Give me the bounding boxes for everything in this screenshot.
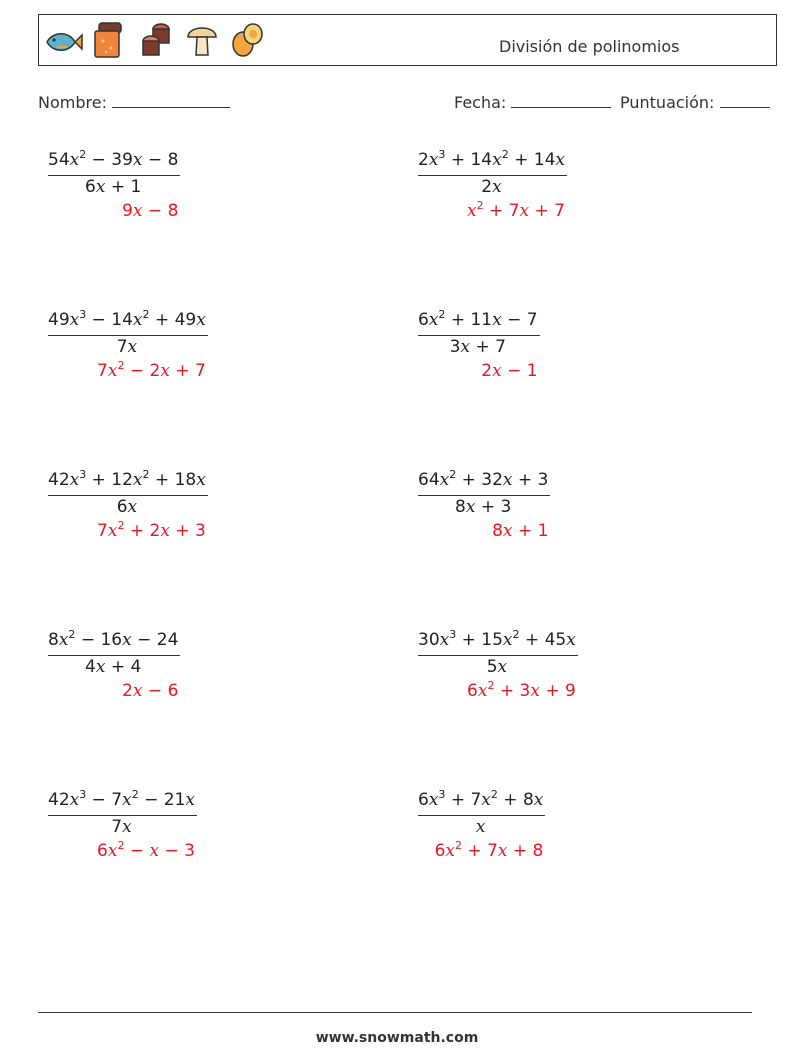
fraction-bar [48,495,208,496]
problem-answer: $x^2 + 7x + 7$ [467,199,565,221]
fraction-bar [418,495,550,496]
date-field [454,93,611,112]
problem-answer: $7x^2 - 2x + 7$ [97,359,206,381]
fraction-bar [418,655,578,656]
problem-numerator: $64x^2 + 32x + 3$ [418,468,549,490]
problem-numerator: $30x^3 + 15x^2 + 45x$ [418,628,576,650]
problem-numerator: $8x^2 - 16x - 24$ [48,628,179,650]
score-label: Puntuación: [620,93,715,112]
fraction-bar [48,655,180,656]
problem-answer: 8x + 1 [492,521,549,541]
worksheet-title: División de polinomios [499,37,680,56]
problem-denominator: x [475,817,486,837]
score-field [620,93,770,112]
fish-icon [43,27,83,57]
problem-denominator: 8x + 3 [455,497,512,517]
date-label: Fecha: [454,93,507,112]
egg-icon [229,21,265,59]
footer-divider [38,1012,752,1013]
problem-denominator: 4x + 4 [85,657,142,677]
problem-denominator: 7x [111,817,132,837]
problem-numerator: $2x^3 + 14x^2 + 14x$ [418,148,565,170]
problem-numerator: $49x^3 - 14x^2 + 49x$ [48,308,206,330]
problem-denominator: 6x + 1 [85,177,142,197]
date-blank[interactable] [511,93,611,108]
mushroom-icon [185,21,219,59]
problem-numerator: $42x^3 - 7x^2 - 21x$ [48,788,195,810]
problem-denominator: 3x + 7 [449,337,506,357]
score-blank[interactable] [720,93,770,108]
problem-numerator: $6x^2 + 11x - 7$ [418,308,538,330]
sausage-roll-icon [139,21,173,59]
footer-url: www.snowmath.com [315,1030,479,1046]
problem-answer: $6x^2 - x - 3$ [97,839,195,861]
fraction-bar [48,815,197,816]
problem-denominator: 5x [486,657,508,677]
problem-numerator: $42x^3 + 12x^2 + 18x$ [48,468,206,490]
bread-icon [91,21,125,59]
name-blank[interactable] [112,93,230,108]
worksheet-header [38,14,777,66]
fraction-bar [48,335,208,336]
problem-answer: $6x^2 + 7x + 8$ [434,839,544,861]
fraction-bar [418,175,567,176]
problem-numerator: $6x^3 + 7x^2 + 8x$ [418,788,544,810]
fraction-bar [48,175,180,176]
name-field [38,93,230,112]
problem-answer: 9x − 8 [122,201,179,221]
problem-denominator: 2x [481,177,502,197]
fraction-bar [418,815,545,816]
fraction-bar [418,335,540,336]
problem-numerator: $54x^2 - 39x - 8$ [48,148,179,170]
name-label: Nombre: [38,93,107,112]
problem-answer: 2x − 1 [481,361,538,381]
problem-answer: $7x^2 + 2x + 3$ [97,519,206,541]
problem-denominator: 7x [116,337,138,357]
problem-answer: $6x^2 + 3x + 9$ [467,679,576,701]
problem-answer: 2x − 6 [122,681,179,701]
problem-denominator: 6x [116,497,138,517]
